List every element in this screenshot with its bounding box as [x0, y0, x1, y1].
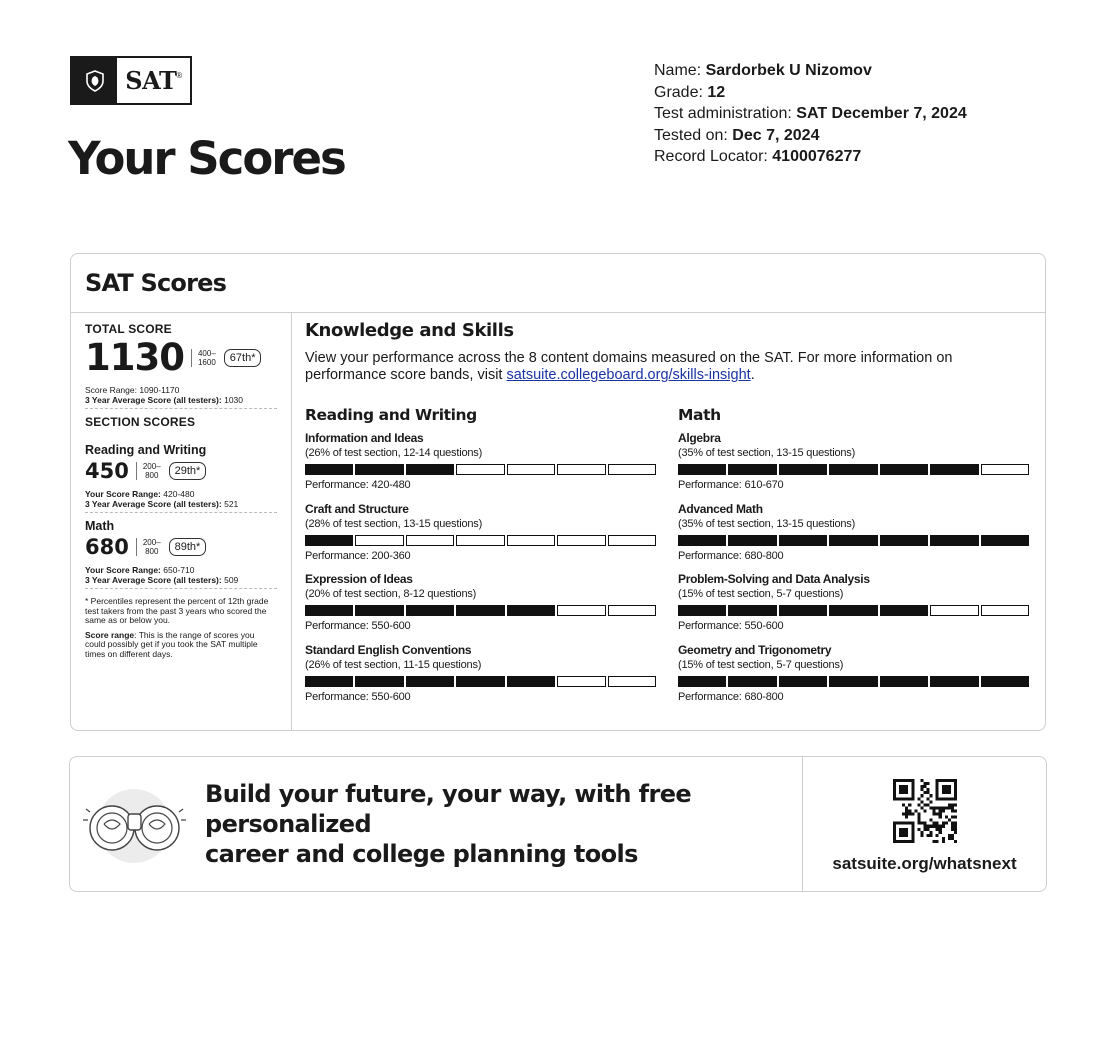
skill-domain — [305, 643, 656, 714]
skill-performance: Performance: 550-600 — [678, 620, 784, 632]
bar-segment-filled — [456, 605, 504, 616]
bar-segment-empty — [557, 464, 605, 475]
bar-segment-filled — [728, 676, 776, 687]
performance-bar — [678, 535, 1029, 546]
total-score-value: 1130 — [85, 336, 184, 379]
bar-segment-filled — [305, 535, 353, 546]
tested-on-row: Tested on: Dec 7, 2024 — [654, 126, 820, 144]
planning-tools-promo — [69, 756, 1047, 892]
student-name-row: Name: Sardorbek U Nizomov — [654, 62, 872, 79]
skill-domain — [305, 502, 656, 573]
bar-segment-filled — [678, 535, 726, 546]
bar-segment-empty — [557, 535, 605, 546]
divider — [85, 512, 277, 513]
knowledge-skills-description: View your performance across the 8 content domains measured on the SAT. For more information on performance score bands, visit satsuite.collegeboard.org/skills-insight. — [305, 350, 953, 383]
bar-segment-empty — [608, 535, 656, 546]
scores-body — [71, 313, 1045, 730]
section-score-line — [85, 459, 277, 483]
bar-segment-filled — [728, 535, 776, 546]
skill-name: Advanced Math — [678, 501, 763, 516]
skill-weight: (20% of test section, 8-12 questions) — [305, 588, 477, 600]
section-average-score: 3 Year Average Score (all testers): 521 — [85, 499, 239, 509]
whats-next-url[interactable]: satsuite.org/whatsnext — [832, 854, 1017, 873]
bar-segment-filled — [779, 535, 827, 546]
bar-segment-filled — [678, 676, 726, 687]
skill-domain — [678, 643, 1029, 714]
section-name: Reading and Writing — [85, 443, 207, 457]
skill-name: Algebra — [678, 431, 721, 445]
skill-performance: Performance: 610-670 — [678, 479, 784, 491]
bar-segment-filled — [355, 676, 403, 687]
bar-segment-filled — [930, 676, 978, 687]
skill-weight: (26% of test section, 12-14 questions) — [305, 447, 483, 459]
scores-card-title: SAT Scores — [85, 269, 227, 297]
total-percentile-badge: 67th* — [224, 349, 262, 367]
bar-segment-filled — [829, 535, 877, 546]
section-score-scale: 200– 800 — [136, 462, 161, 480]
performance-bar — [678, 605, 1029, 616]
sat-logo — [70, 56, 192, 105]
bar-segment-filled — [406, 676, 454, 687]
bar-segment-empty — [981, 464, 1029, 475]
bar-segment-filled — [981, 535, 1029, 546]
promo-headline: Build your future, your way, with free personalized career and college planning tools — [205, 780, 692, 868]
bar-segment-empty — [507, 464, 555, 475]
record-locator-row: Record Locator: 4100076277 — [654, 148, 862, 165]
bar-segment-filled — [305, 605, 353, 616]
bar-segment-filled — [678, 605, 726, 616]
bar-segment-empty — [456, 535, 504, 546]
performance-bar — [305, 676, 656, 687]
skill-domain — [678, 431, 1029, 502]
bar-segment-filled — [678, 464, 726, 475]
total-average-score: 3 Year Average Score (all testers): 1030 — [85, 395, 244, 405]
bar-segment-filled — [880, 605, 928, 616]
section-score-line — [85, 535, 277, 559]
skills-insight-link[interactable]: satsuite.collegeboard.org/skills-insight — [506, 367, 751, 383]
bar-segment-filled — [456, 676, 504, 687]
score-range-note: Score range: This is the range of scores you could possibly get if you took the SAT multiple times on different days. — [85, 629, 258, 659]
bar-segment-empty — [930, 605, 978, 616]
skill-domain — [678, 572, 1029, 643]
scores-card-header — [71, 254, 1045, 313]
skill-name: Problem-Solving and Data Analysis — [678, 572, 870, 586]
bar-segment-filled — [779, 464, 827, 475]
skill-weight: (35% of test section, 13-15 questions) — [678, 517, 856, 530]
bar-segment-filled — [779, 605, 827, 616]
bar-segment-empty — [456, 464, 504, 475]
skill-weight: (28% of test section, 13-15 questions) — [305, 517, 483, 530]
bar-segment-empty — [608, 605, 656, 616]
bar-segment-filled — [355, 464, 403, 475]
bar-segment-filled — [728, 605, 776, 616]
score-notes — [85, 597, 277, 659]
section-score-range: Your Score Range: 650-710 — [85, 565, 195, 575]
bar-segment-filled — [829, 676, 877, 687]
section-name: Math — [85, 519, 115, 533]
bar-segment-filled — [880, 676, 928, 687]
skill-weight: (15% of test section, 5-7 questions) — [678, 588, 844, 600]
total-score-range: Score Range: 1090-1170 — [85, 385, 180, 395]
skill-domains — [305, 406, 1031, 713]
bar-segment-empty — [608, 464, 656, 475]
skill-performance: Performance: 420-480 — [305, 479, 411, 491]
bar-segment-empty — [507, 535, 555, 546]
skill-name: Expression of Ideas — [305, 572, 413, 586]
qr-code-icon[interactable] — [893, 779, 957, 843]
bar-segment-filled — [930, 464, 978, 475]
bar-segment-filled — [930, 535, 978, 546]
section-score-range: Your Score Range: 420-480 — [85, 489, 195, 499]
bar-segment-filled — [779, 676, 827, 687]
knowledge-skills-column — [292, 313, 1045, 730]
section-scores-label: SECTION SCORES — [85, 415, 196, 429]
promo-qr-section — [803, 757, 1046, 891]
bar-segment-empty — [355, 535, 403, 546]
domain-column — [305, 406, 656, 713]
skill-weight: (35% of test section, 13-15 questions) — [678, 447, 856, 459]
bar-segment-filled — [829, 464, 877, 475]
skill-weight: (26% of test section, 11-15 questions) — [305, 658, 482, 671]
bar-segment-filled — [507, 605, 555, 616]
test-administration-row: Test administration: SAT December 7, 2024 — [654, 105, 967, 122]
section-math — [85, 519, 277, 589]
score-summary-column — [71, 313, 292, 730]
skill-performance: Performance: 550-600 — [305, 690, 411, 703]
performance-bar — [678, 464, 1029, 475]
section-score-scale: 200– 800 — [136, 538, 161, 556]
acorn-shield-icon — [72, 58, 117, 103]
performance-bar — [678, 676, 1029, 687]
bar-segment-empty — [406, 535, 454, 546]
section-score-value: 680 — [85, 535, 129, 559]
section-percentile-badge: 89th* — [169, 538, 207, 556]
logo-wordmark: SAT ® — [125, 66, 182, 95]
bar-segment-empty — [557, 605, 605, 616]
page-title: Your Scores — [68, 132, 345, 185]
student-info — [654, 60, 967, 168]
bar-segment-filled — [406, 605, 454, 616]
bar-segment-empty — [557, 676, 605, 687]
skill-name: Standard English Conventions — [305, 642, 472, 657]
sat-scores-card — [70, 253, 1046, 731]
performance-bar — [305, 535, 656, 546]
section-percentile-badge: 29th* — [169, 462, 207, 480]
bar-segment-empty — [608, 676, 656, 687]
binoculars-icon — [82, 784, 187, 864]
student-grade-row: Grade: 12 — [654, 83, 726, 101]
bar-segment-filled — [355, 605, 403, 616]
percentile-note: * Percentiles represent the percent of 12th grade test takers from the past 3 years who scored the same as or below you. — [85, 596, 269, 625]
knowledge-skills-title: Knowledge and Skills — [305, 320, 514, 341]
domain-column-title: Reading and Writing — [305, 406, 477, 424]
skill-name: Geometry and Trigonometry — [678, 642, 832, 657]
bar-segment-empty — [981, 605, 1029, 616]
total-score-scale: 400– 1600 — [191, 349, 216, 367]
divider — [85, 588, 277, 589]
bar-segment-filled — [880, 535, 928, 546]
bar-segment-filled — [880, 464, 928, 475]
bar-segment-filled — [981, 676, 1029, 687]
skill-weight: (15% of test section, 5-7 questions) — [678, 658, 844, 671]
skill-name: Information and Ideas — [305, 431, 424, 445]
skill-domain — [305, 431, 656, 502]
skill-performance: Performance: 550-600 — [305, 620, 411, 632]
section-score-value: 450 — [85, 459, 129, 483]
bar-segment-filled — [728, 464, 776, 475]
skill-name: Craft and Structure — [305, 501, 409, 516]
performance-bar — [305, 605, 656, 616]
bar-segment-filled — [305, 464, 353, 475]
domain-column-title: Math — [678, 406, 721, 424]
bar-segment-filled — [406, 464, 454, 475]
divider — [85, 408, 277, 409]
performance-bar — [305, 464, 656, 475]
promo-message — [70, 757, 803, 891]
total-score-line — [85, 336, 277, 379]
skill-performance: Performance: 680-800 — [678, 549, 784, 562]
skill-domain — [678, 502, 1029, 573]
skill-performance: Performance: 200-360 — [305, 549, 411, 562]
bar-segment-filled — [305, 676, 353, 687]
bar-segment-filled — [829, 605, 877, 616]
skill-performance: Performance: 680-800 — [678, 690, 784, 703]
section-reading-writing — [85, 443, 277, 513]
skill-domain — [305, 572, 656, 643]
total-score-label: TOTAL SCORE — [85, 322, 172, 336]
domain-column — [678, 406, 1029, 713]
section-average-score: 3 Year Average Score (all testers): 509 — [85, 575, 239, 585]
bar-segment-filled — [507, 676, 555, 687]
